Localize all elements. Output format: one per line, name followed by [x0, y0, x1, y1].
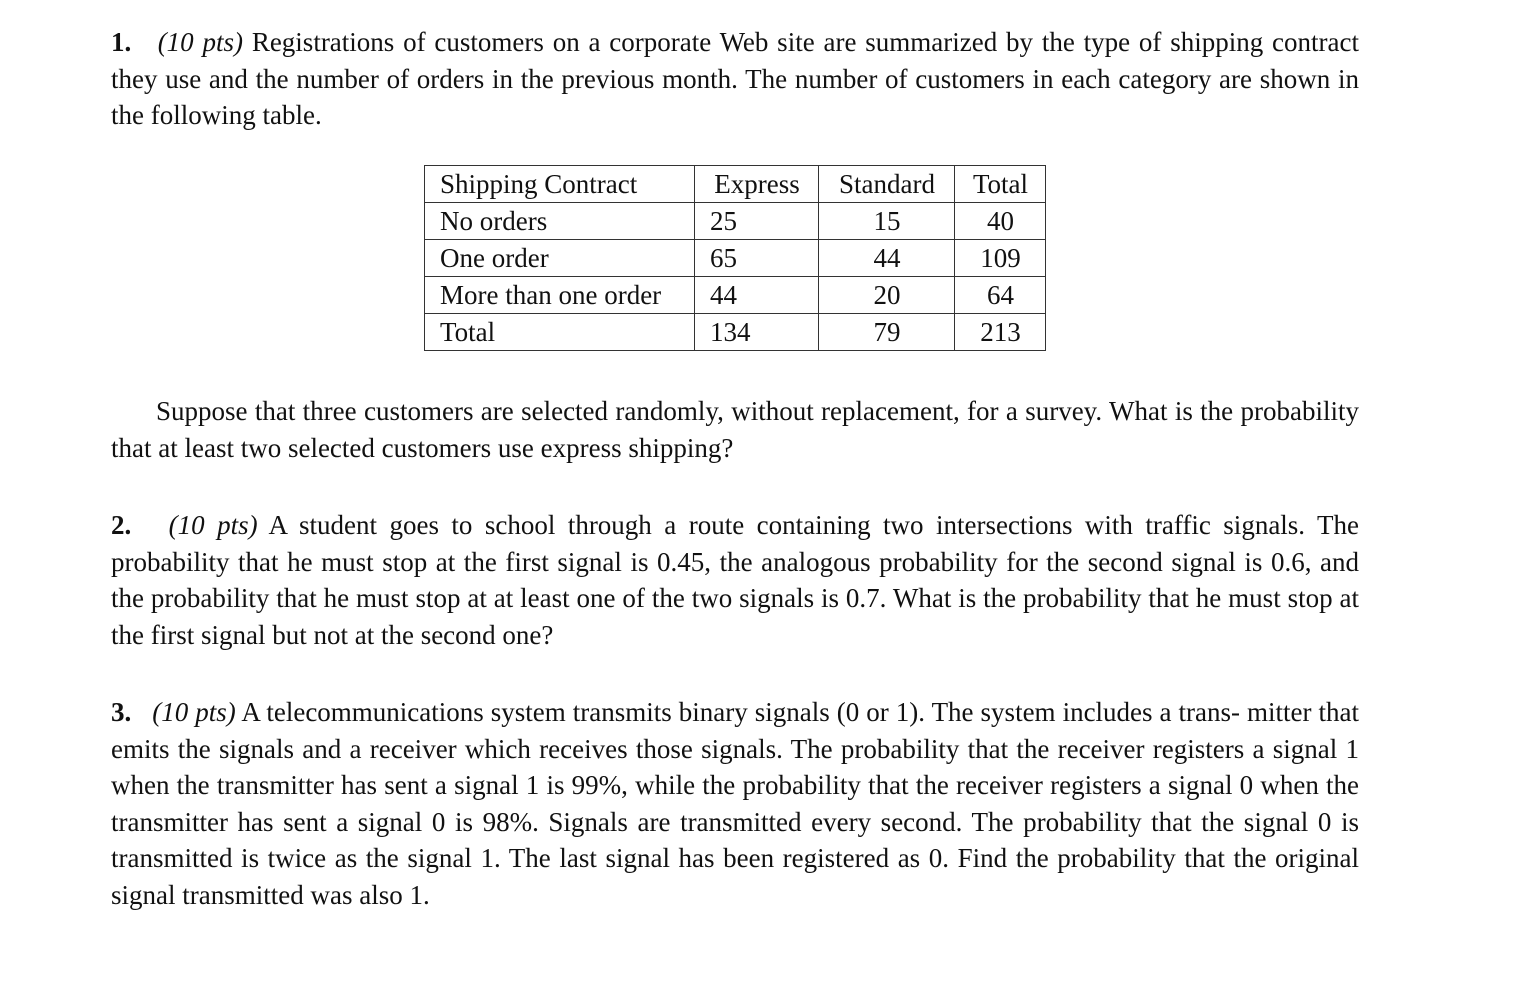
table-header-cell: Standard	[819, 166, 955, 203]
table-cell: No orders	[425, 203, 695, 240]
table-row	[425, 277, 1046, 314]
question-2	[111, 507, 1359, 653]
question-3-number: 3.	[111, 697, 132, 727]
table-cell: One order	[425, 240, 695, 277]
question-2-text: A student goes to school through a route containing two intersections with traffic signals. The probability that he must stop at the first signal is 0.45, the analogous probability for the second signal is 0.6, and the probability that he must stop at at least one of the two signals is 0.7. What is the probability that he must stop at the first signal but not at the second one?	[111, 510, 1360, 650]
table-cell: Total	[425, 314, 695, 351]
table-cell: 64	[955, 277, 1046, 314]
table-cell: 65	[695, 240, 819, 277]
table-cell: 44	[819, 240, 955, 277]
table-cell: 213	[955, 314, 1046, 351]
shipping-table-wrapper	[424, 165, 1046, 351]
question-1-followup: Suppose that three customers are selected randomly, without replacement, for a survey. What is the probability that at least two selected customers use express shipping?	[111, 396, 1359, 463]
question-1-points: (10 pts)	[157, 27, 243, 57]
table-cell: 109	[955, 240, 1046, 277]
table-row	[425, 203, 1046, 240]
table-row	[425, 314, 1046, 351]
question-2-points: (10 pts)	[168, 510, 258, 540]
table-row	[425, 240, 1046, 277]
table-cell: 15	[819, 203, 955, 240]
table-header-cell: Total	[955, 166, 1046, 203]
table-cell: 25	[695, 203, 819, 240]
question-1-number: 1.	[111, 27, 132, 57]
shipping-contract-table	[424, 165, 1046, 351]
table-header-cell: Express	[695, 166, 819, 203]
question-2-number: 2.	[111, 510, 132, 540]
table-cell: 79	[819, 314, 955, 351]
table-cell: 134	[695, 314, 819, 351]
table-cell: 20	[819, 277, 955, 314]
question-3-text: A telecommunications system transmits binary signals (0 or 1). The system includes a trans- mitter that emits the signals and a receiver which receives those signals. The probability that the receiver registers a signal 1 when the transmitter has sent a signal 1 is 99%, while the probability that the receiver registers a signal 0 when the transmitter has sent a signal 0 is 98%. Signals are transmitted every second. The probability that the signal 0 is transmitted is twice as the signal 1. The last signal has been registered as 0. Find the probability that the original signal transmitted was also 1.	[111, 697, 1360, 910]
table-cell: 40	[955, 203, 1046, 240]
question-1-text: Registrations of customers on a corporate Web site are summarized by the type of shipping contract they use and the number of orders in the previous month. The number of customers in each category are shown in the following table.	[111, 27, 1359, 130]
question-3	[111, 694, 1359, 913]
table-header-row	[425, 166, 1046, 203]
table-cell: 44	[695, 277, 819, 314]
question-1	[111, 24, 1359, 134]
table-header-cell: Shipping Contract	[425, 166, 695, 203]
question-3-points: (10 pts)	[152, 697, 236, 727]
table-cell: More than one order	[425, 277, 695, 314]
